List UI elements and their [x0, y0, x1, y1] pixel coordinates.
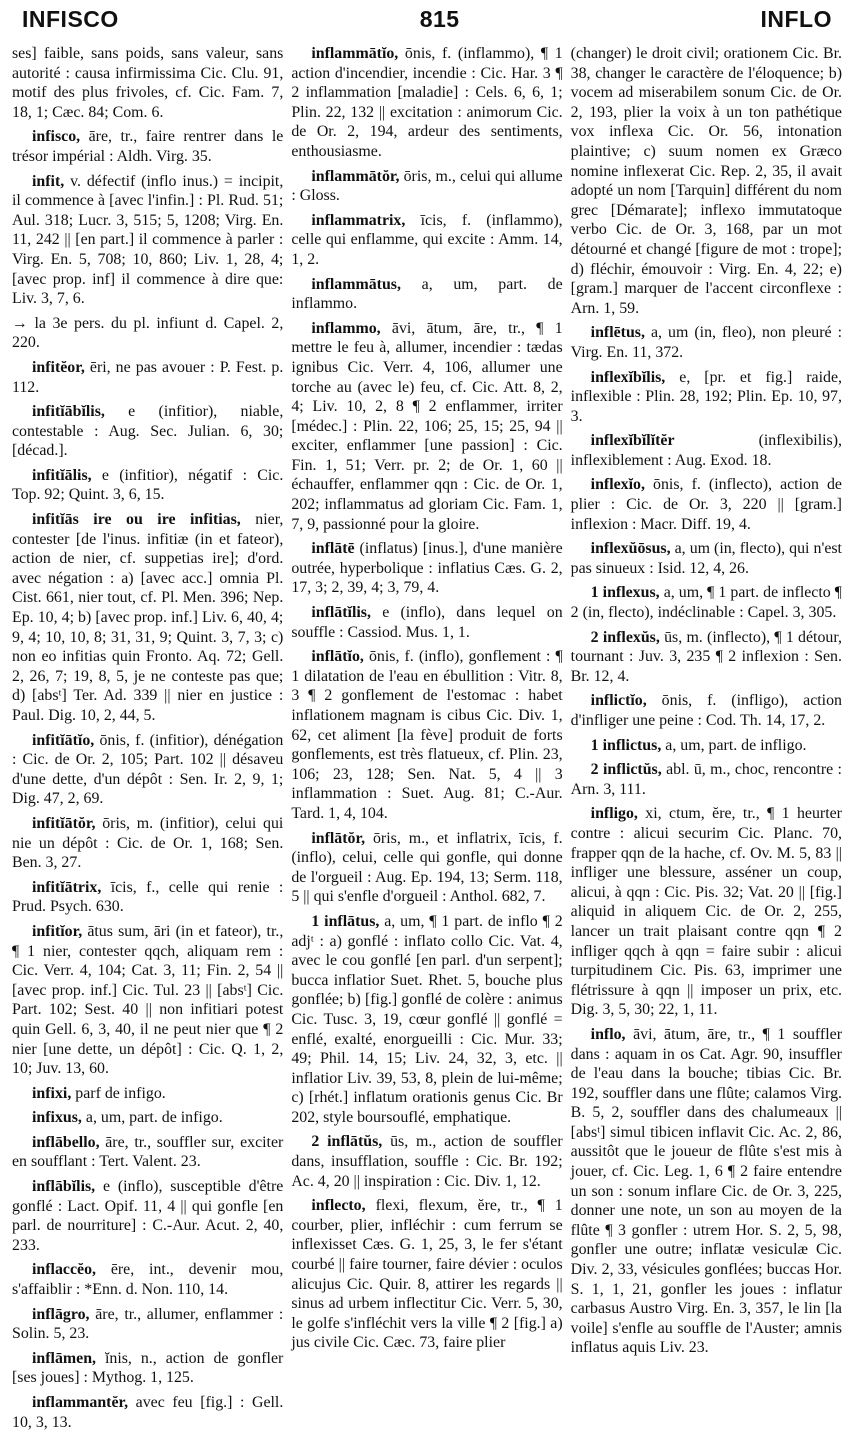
entry-headword: inflātŏr, [311, 829, 366, 847]
dictionary-entry [571, 368, 842, 427]
dictionary-entry [12, 1177, 283, 1255]
entry-headword: inflexĭbĭlis, [590, 368, 666, 386]
dictionary-entry [12, 510, 283, 726]
column-2 [291, 44, 562, 1350]
entry-headword: inflābello, [32, 1133, 100, 1151]
dictionary-entry [571, 804, 842, 1020]
dictionary-entry [12, 922, 283, 1079]
entry-definition: ūs, m. (inflecto), ¶ 1 détour, tournant : Juv. 3, 235 ¶ 2 inflexion : Sen. Br. 12, 4. [570, 628, 842, 685]
dictionary-entry [291, 1132, 562, 1191]
entry-definition: (inflatus) [inus.], d'une manière outrée, hyperbolique : inflatius Cæs. G. 2, 17, 3; 2, 39, 4; 3, 79, 4. [291, 540, 563, 597]
entry-headword: inflecto, [311, 1197, 366, 1215]
entry-definition: a, um, part. de infigo. [85, 1109, 223, 1127]
dictionary-entry [571, 431, 842, 470]
entry-headword: infitĭās ire ou ire infitias, [32, 511, 241, 529]
dictionary-entry [571, 736, 842, 756]
dictionary-entry [291, 912, 562, 1128]
dictionary-entry [12, 1305, 283, 1344]
entry-definition: e (infitior), négatif : Cic. Top. 92; Quint. 3, 6, 15. [12, 466, 284, 504]
entry-definition: e (inflo), dans lequel on souffle : Cassiod. Mus. 1, 1. [291, 604, 563, 641]
entry-definition: āre, tr., allumer, enflammer : Solin. 5, 23. [12, 1305, 284, 1343]
entry-headword: infitĭātĭo, [32, 731, 95, 749]
dictionary-entry [571, 1025, 842, 1358]
entry-headword: infitĭātŏr, [32, 814, 96, 832]
entry-headword: inflammantĕr, [32, 1394, 129, 1411]
dictionary-entry [291, 603, 562, 642]
entry-definition: a, um, part. de infligo. [665, 736, 807, 754]
entry-definition: ōnis, f. (inflammo), ¶ 1 action d'incendier, incendie : Cic. Har. 3 ¶ 2 inflammation [maladie] : Cels. 6, 6, 1; Plin. 22, 132 || excitation : animorum Cic. de Or. 2, 194, ardeur des sentiments, enthousiasme. [291, 45, 563, 160]
entry-definition: (inflexibilis), inflexiblement : Aug. Exod. 18. [570, 432, 842, 469]
dictionary-entry [571, 475, 842, 534]
dictionary-entry [12, 1260, 283, 1299]
dictionary-entry [12, 1084, 283, 1104]
dictionary-entry [291, 44, 562, 162]
entry-headword: inflātē [311, 540, 355, 558]
page-header [12, 0, 842, 44]
dictionary-entry [291, 167, 562, 206]
dictionary-entry [12, 1393, 283, 1432]
dictionary-entry [571, 539, 842, 578]
column-1 [12, 44, 284, 1431]
entry-headword: inflābĭlis, [32, 1178, 96, 1196]
entry-headword: inflexĭo, [590, 476, 645, 494]
entry-definition: ēri, ne pas avouer : P. Fest. p. 112. [12, 358, 284, 396]
entry-headword: 1 inflātus, [311, 912, 380, 930]
columns [12, 44, 842, 1431]
entry-definition: āvi, ātum, āre, tr., ¶ 1 souffler dans : aquam in os Cat. Agr. 90, insuffler de l'eau dans la bouche; tibias Cic. Br. 192, souffler dans une flûte; calamos Virg. B. 5, 2, souffler dans des chalumeaux || [absᵗ] simul tibicen inflavit Cic. Ac. 2, 86, aussitôt que le joueur de flûte s'est mis à jouer, cf. Cic. Leg. 1, 6 ¶ 2 faire entendre un son : sonum inflare Cic. de Or. 3, 225, donner une note, un son au moyen de la flûte ¶ 3 gonfler : utrem Hor. S. 2, 5, 98, gonfler une outre; inflatæ vesiculæ Cic. Div. 2, 33, vésicules gonflées; buccas Hor. S. 1, 1, 21, gonfler les joues : inflatur carbasus Austro Virg. En. 3, 357, le lin [la voile] s'enfle au souffle de l'Auster; amnis inflatus aquis Liv. 23. [570, 1025, 842, 1357]
entry-definition: ōris, m., celui qui allume : Gloss. [291, 167, 563, 205]
dictionary-entry [571, 44, 842, 318]
entry-definition: a, um (in, fleo), non pleuré : Virg. En. 11, 372. [570, 324, 842, 361]
entry-definition: e (inflo), susceptible d'être gonflé : Lact. Opif. 11, 4 || qui gonfle [en parl. de nourriture] : C.-Aur. Acut. 2, 40, 233. [12, 1178, 284, 1254]
dictionary-entry [291, 539, 562, 598]
entry-definition: flexi, flexum, ĕre, tr., ¶ 1 courber, plier, infléchir : cum ferrum se inflexisset Cæs. G. 1, 25, 3, le fer s'étant courbé || faire tourner, faire dévier : oculos alicujus Cic. Quir. 8, attirer les regards || sinus ad urbem inflectitur Cic. Verr. 5, 30, le golfe s'infléchit vers la ville ¶ 2 [fig.] a) jus civile Cic. Cæc. 73, faire plier [291, 1197, 563, 1352]
entry-definition: a, um, ¶ 1 part. de inflecto ¶ 2 (in, flecto), indéclinable : Capel. 3, 305. [570, 584, 842, 622]
dictionary-entry [291, 275, 562, 314]
entry-headword: infisco, [32, 128, 81, 146]
entry-headword: infitĭābĭlis, [32, 403, 105, 421]
entry-definition: ōris, m. (infitior), celui qui nie un dépôt : Cic. de Or. 1, 168; Sen. Ben. 3, 27. [12, 814, 284, 872]
entry-headword: inflammātus, [311, 275, 401, 293]
entry-headword: 1 inflictus, [590, 736, 662, 754]
entry-headword: inflāgro, [32, 1305, 90, 1323]
entry-definition: ōnis, f. (inflecto), action de plier : Cic. de Or. 3, 220 || [gram.] inflexion : Macr. Diff. 19, 4. [570, 476, 842, 533]
dictionary-entry [12, 172, 283, 309]
entry-headword: 2 inflexŭs, [590, 628, 660, 646]
entry-definition: abl. ū, m., choc, rencontre : Arn. 3, 111. [570, 761, 842, 798]
dictionary-entry [571, 691, 842, 730]
dictionary-entry [12, 44, 283, 122]
dictionary-entry [12, 127, 283, 166]
dictionary-entry [291, 319, 562, 535]
entry-headword: 2 inflictŭs, [590, 761, 662, 779]
entry-definition: e (infitior), niable, contestable : Aug. Sec. Julian. 6, 30; [décad.]. [12, 403, 284, 460]
entry-definition: āre, tr., souffler sur, exciter en soufflant : Tert. Valent. 23. [12, 1133, 284, 1171]
entry-definition: v. défectif (inflo inus.) = incipit, il commence à [avec l'infin.] : Pl. Rud. 51; Aul. 318; Lucr. 3, 515; 5, 1208; Virg. En. 11, 242 || [en part.] il commence à parler : Virg. En. 5, 708; 10, 860; Liv. 1, 28, 4; [avec prop. inf] il commence à dire que: Liv. 3, 7, 6. [12, 172, 284, 308]
entry-definition: e, [pr. et fig.] raide, inflexible : Plin. 28, 192; Plin. Ep. 10, 97, 3. [570, 368, 842, 425]
entry-headword: inflātĭo, [311, 648, 364, 666]
entry-definition: ōnis, f. (infitior), dénégation : Cic. de Or. 2, 105; Part. 102 || désaveu d'une dette, d'un dépôt : Sen. Ir. 2, 9, 1; Dig. 47, 2, 69. [12, 731, 284, 808]
entry-headword: infitĭātrix, [32, 878, 102, 896]
dictionary-entry [291, 1196, 562, 1353]
dictionary-entry [571, 628, 842, 687]
dictionary-entry [291, 211, 562, 270]
entry-headword: inflātĭlis, [311, 604, 371, 622]
entry-definition: a, um (in, flecto), qui n'est pas sinueux : Isid. 12, 4, 26. [570, 540, 842, 577]
entry-headword: 1 inflexus, [590, 584, 660, 602]
entry-headword: infligo, [590, 805, 638, 823]
entry-headword: 2 inflātŭs, [311, 1133, 383, 1151]
dictionary-entry [12, 814, 283, 873]
entry-definition: a, um, ¶ 1 part. de inflo ¶ 2 adjᵗ : a) gonflé : inflato collo Cic. Vat. 4, avec le cou gonflé [en parl. d'un serpent]; bucca inflatior Suet. Rhet. 5, bouche plus gonflée; b) [fig.] gonflé de colère : animus Cic. Tusc. 3, 19, cœur gonflé || gonflé = enflé, exalté, enorgueilli : Cic. Mur. 33; 49; Phil. 14, 15; Liv. 24, 32, 3, etc. || inflatior Liv. 39, 53, 8, plein de lui-même; c) [rhét.] inflatum orationis genus Cic. Br 202, style boursouflé, emphatique. [291, 912, 563, 1126]
entry-headword: inflexĭbĭlĭtĕr [590, 432, 675, 450]
entry-definition: a, um, part. de inflammo. [291, 275, 563, 313]
dictionary-entry [571, 323, 842, 362]
left-guide-word: INFISCO [22, 6, 119, 32]
dictionary-entry [12, 878, 283, 917]
dictionary-entry [291, 647, 562, 823]
dictionary-entry [12, 314, 283, 353]
dictionary-entry [571, 583, 842, 622]
entry-definition: āre, tr., faire rentrer dans le trésor impérial : Aldh. Virg. 35. [12, 128, 284, 165]
entry-definition: xi, ctum, ĕre, tr., ¶ 1 heurter contre : alicui securim Cic. Planc. 70, frapper qqn de la hache, cf. Ov. M. 5, 83 || infliger une blessure, asséner un coup, alicui, à qqn : Cic. Pis. 32; Vat. 20 || [fig.] aliquid in aliquem Cic. de Or. 2, 255, lancer un trait plaisant contre qqn ¶ 2 infliger qqch à qqn = faire subir : alicui turpitudinem Cic. Pis. 63, imprimer une flétrissure à qqn || imposer un prix, etc. Dig. 3, 5, 30; 22, 1, 11. [570, 805, 842, 1019]
dictionary-entry [291, 829, 562, 907]
entry-headword: infit, [32, 172, 65, 190]
entry-definition: ēre, int., devenir mou, s'affaiblir : *Enn. d. Non. 110, 14. [12, 1261, 284, 1299]
entry-headword: infitĕor, [32, 358, 85, 376]
entry-definition: īcis, f., celle qui renie : Prud. Psych. 630. [12, 878, 284, 916]
entry-definition: ōnis, f. (inflo), gonflement : ¶ 1 dilatation de l'eau en ébullition : Vitr. 8, 3 ¶ 2 gonflement de l'estomac : habet inflationem magnam is cibus Cic. Div. 1, 62, cet aliment [la fève] produit de forts gonflements, est très flatueux, cf. Plin. 23, 106; 23, 128; Sen. Nat. 5, 4 || 3 inflammation : Suet. Aug. 81; C.-Aur. Tard. 1, 4, 104. [291, 648, 563, 822]
entry-headword: infitĭor, [32, 922, 83, 940]
dictionary-entry [12, 1133, 283, 1172]
entry-headword: infixi, [32, 1084, 72, 1102]
entry-definition: ātus sum, āri (in et fateor), tr., ¶ 1 nier, contester qqch, aliquam rem : Cic. Verr. 4, 104; Cat. 3, 11; Fin. 2, 54 || [avec prop. inf.] Cic. Tul. 23 || [absᵗ] Cic. Part. 102; Sest. 40 || non infitiari potest quin Gell. 6, 3, 40, il ne peut nier que ¶ 2 nier [une dette, un dépôt] : Cic. Q. 1, 2, 10; Juv. 13, 60. [12, 922, 284, 1078]
entry-headword: inflaccĕo, [32, 1261, 96, 1279]
dictionary-entry [12, 1108, 283, 1128]
entry-headword: inflexŭōsus, [590, 540, 671, 558]
dictionary-entry [12, 1349, 283, 1388]
entry-definition: āvi, ātum, āre, tr., ¶ 1 mettre le feu à, allumer, incendier : tædas ignibus Cic. Verr. 4, 106, allumer une torche au (avec le) feu, cf. Cic. Att. 8, 2, 4; Liv. 10, 2, 8 ¶ 2 enflammer, irriter [médec.] : Plin. 22, 106; 25, 15; 25, 94 || exciter, enflammer [une passion] : Cic. Fin. 1, 51; Verr. pr. 2; de Or. 1, 60 || échauffer, enflammer qqn : Cic. de Or. 1, 202; inflammatus ad gloriam Cic. Fam. 1, 7, 9, passionné pour la gloire. [291, 319, 563, 533]
entry-definition: (changer) le droit civil; orationem Cic. Br. 38, changer le caractère de l'éloquence; b) vocem ad miserabilem sonum Cic. de Or. 2, 193, plier la voix à un ton pathétique vox inflexa Cic. Or. 56, intonation plaintive; c) suum nomen ex Græco nomine inflexerat Cic. Rep. 2, 35, il avait adopté un nom [Tarquin] différent du nom grec [Démarate]; inflexo immutatoque verbo Cic. de Or. 3, 168, par un mot détourné et changé [figure de mot : trope]; d) fléchir, émouvoir : Virg. En. 4, 22; e) [gram.] marquer de l'accent circonflexe : Arn. 1, 59. [570, 45, 842, 317]
entry-definition: → la 3e pers. du pl. infiunt d. Capel. 2, 220. [12, 314, 284, 352]
dictionary-entry [12, 402, 283, 461]
entry-headword: inflāmen, [32, 1349, 97, 1367]
entry-headword: inflo, [590, 1025, 626, 1043]
right-guide-word: INFLO [760, 6, 832, 32]
dictionary-entry [12, 466, 283, 505]
entry-definition: ses] faible, sans poids, sans valeur, sans autorité : causa infirmissima Cic. Clu. 91, motif des plus frivoles, cf. Cic. Fam. 7, 18, 1; Cæc. 84; Com. 6. [12, 45, 284, 121]
entry-headword: infitĭālis, [32, 466, 92, 484]
entry-definition: ōris, m., et inflatrix, īcis, f. (inflo), celui, celle qui gonfle, qui donne de l'orgueil : Aug. Ep. 194, 13; Serm. 118, 5 || qui s'enfle d'orgueil : Anthol. 682, 7. [291, 829, 563, 906]
entry-headword: inflammātŏr, [311, 167, 400, 185]
entry-headword: inflammatrix, [311, 211, 406, 229]
page-number: 815 [419, 6, 460, 32]
entry-definition: avec feu [fig.] : Gell. 10, 3, 13. [12, 1394, 284, 1431]
entry-definition: īcis, f. (inflammo), celle qui enflamme, qui excite : Amm. 14, 1, 2. [291, 211, 563, 268]
entry-definition: ĭnis, n., action de gonfler [ses joues] : Mythog. 1, 125. [12, 1349, 284, 1387]
dictionary-entry [571, 760, 842, 799]
entry-definition: ūs, m., action de souffler dans, insufflation, souffle : Cic. Br. 192; Ac. 4, 20 || inspiration : Cic. Div. 1, 12. [291, 1133, 563, 1190]
entry-headword: infixus, [32, 1109, 82, 1127]
entry-headword: inflictĭo, [590, 692, 647, 710]
column-3 [570, 44, 842, 1357]
entry-definition: nier, contester [de l'inus. infitiæ (in et fateor), action de nier, cf. suppetias ire]; d'ord. avec négation : a) [avec acc.] omnia Pl. Cist. 661, nier tout, cf. Pl. Men. 396; Nep. Ep. 10, 4; b) [avec prop. inf.] Liv. 6, 40, 4; 9, 4; 10, 10, 8; 31, 31, 9; Quint. 3, 7, 3; c) non eo infitias quin Fronto. Aq. 72; Gell. 2, 26, 7; 19, 8, 5, je ne conteste pas que; d) [absᵗ] Ter. Ad. 339 || nier en justice : Paul. Dig. 10, 2, 44, 5. [12, 511, 284, 724]
entry-definition: ōnis, f. (infligo), action d'infliger une peine : Cod. Th. 14, 17, 2. [570, 692, 842, 729]
dictionary-entry [12, 731, 283, 809]
entry-headword: inflammātĭo, [311, 45, 399, 62]
entry-headword: inflētus, [590, 324, 645, 342]
dictionary-entry [12, 358, 283, 397]
entry-definition: parf de infigo. [75, 1084, 166, 1102]
entry-headword: inflammo, [311, 319, 381, 337]
